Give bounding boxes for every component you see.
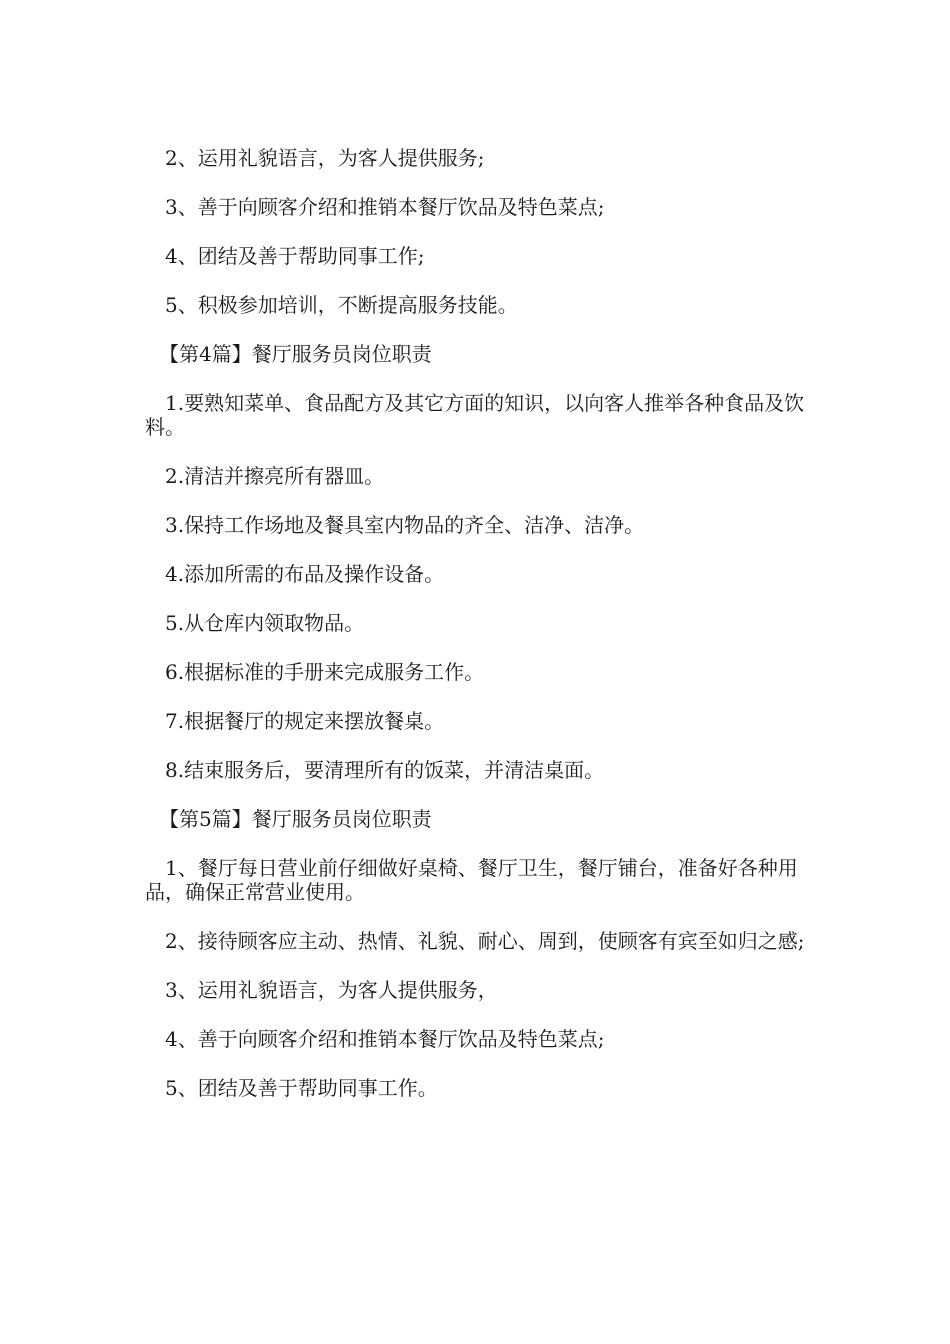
list-item: 2、运用礼貌语言，为客人提供服务; [165, 146, 485, 170]
list-item: 7.根据餐厅的规定来摆放餐桌。 [165, 709, 445, 733]
list-item: 1.要熟知菜单、食品配方及其它方面的知识，以向客人推举各种食品及饮料。 [145, 391, 805, 439]
section-heading: 【第4篇】餐厅服务员岗位职责 [159, 342, 432, 366]
list-item: 4、团结及善于帮助同事工作; [165, 244, 425, 268]
list-item: 2.清洁并擦亮所有器皿。 [165, 464, 385, 488]
document-body [145, 146, 810, 1125]
list-item: 5.从仓库内领取物品。 [165, 611, 365, 635]
list-item: 3、运用礼貌语言，为客人提供服务， [165, 978, 498, 1002]
list-item: 8.结束服务后，要清理所有的饭菜，并清洁桌面。 [165, 758, 605, 782]
list-item: 6.根据标准的手册来完成服务工作。 [165, 660, 485, 684]
list-item: 3、善于向顾客介绍和推销本餐厅饮品及特色菜点; [165, 195, 605, 219]
section-heading: 【第5篇】餐厅服务员岗位职责 [159, 807, 432, 831]
list-item: 2、接待顾客应主动、热情、礼貌、耐心、周到，使顾客有宾至如归之感; [165, 929, 805, 953]
list-item: 4.添加所需的布品及操作设备。 [165, 562, 445, 586]
list-item: 1、餐厅每日营业前仔细做好桌椅、餐厅卫生，餐厅铺台，准备好各种用品，确保正常营业使用。 [145, 856, 798, 904]
list-item: 5、积极参加培训，不断提高服务技能。 [165, 293, 518, 317]
list-item: 5、团结及善于帮助同事工作。 [165, 1076, 438, 1100]
list-item: 3.保持工作场地及餐具室内物品的齐全、洁净、洁净。 [165, 513, 645, 537]
list-item: 4、善于向顾客介绍和推销本餐厅饮品及特色菜点; [165, 1027, 605, 1051]
